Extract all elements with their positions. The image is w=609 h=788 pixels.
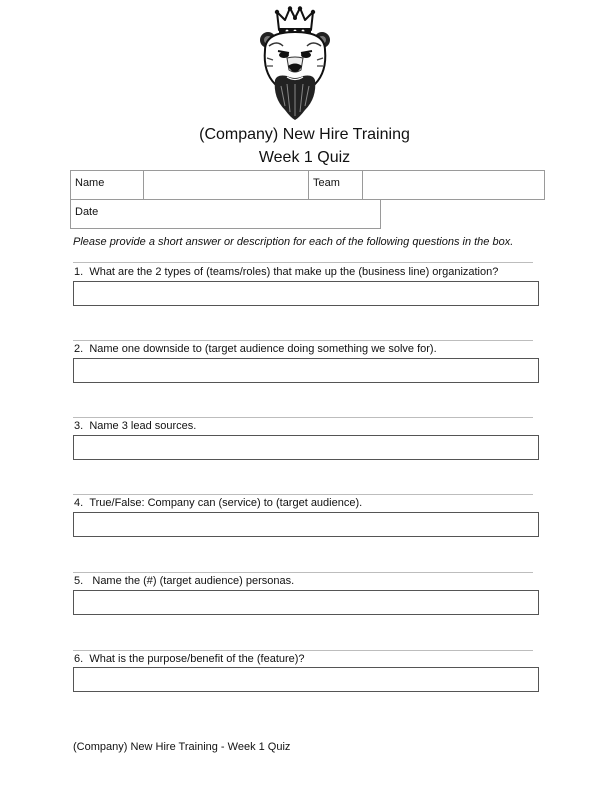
question-4-label bbox=[74, 497, 362, 509]
question-6-answer-box[interactable] bbox=[73, 667, 539, 692]
name-label: Name bbox=[71, 171, 144, 199]
question-divider bbox=[73, 340, 533, 341]
question-2-label bbox=[74, 343, 437, 355]
question-number: 6. bbox=[74, 653, 84, 665]
question-1-label bbox=[74, 266, 498, 278]
question-divider bbox=[73, 494, 533, 495]
question-number: 2. bbox=[74, 343, 84, 355]
question-divider bbox=[73, 262, 533, 263]
question-5-answer-box[interactable] bbox=[73, 590, 539, 615]
team-label: Team bbox=[309, 171, 363, 199]
date-label: Date bbox=[75, 206, 99, 218]
question-3-answer-box[interactable] bbox=[73, 435, 539, 460]
document-title: (Company) New Hire Training bbox=[199, 126, 410, 143]
date-field[interactable] bbox=[144, 200, 380, 228]
question-text: What is the purpose/benefit of the (feature)? bbox=[89, 653, 305, 665]
question-text: Name the (#) (target audience) personas. bbox=[89, 575, 295, 587]
question-4-answer-box[interactable] bbox=[73, 512, 539, 537]
question-number: 1. bbox=[74, 266, 84, 278]
question-text: What are the 2 types of (teams/roles) that make up the (business line) organization? bbox=[89, 266, 499, 278]
question-text: True/False: Company can (service) to (target audience). bbox=[89, 497, 363, 509]
instructions-text: Please provide a short answer or description for each of the following questions in the box. bbox=[73, 236, 514, 248]
question-number: 4. bbox=[74, 497, 84, 509]
document-subtitle: Week 1 Quiz bbox=[258, 149, 351, 166]
question-6-label bbox=[74, 653, 305, 665]
team-field[interactable] bbox=[363, 171, 544, 199]
date-row bbox=[70, 199, 381, 229]
question-divider bbox=[73, 650, 533, 651]
crowned-bear-head-icon bbox=[257, 6, 333, 122]
question-divider bbox=[73, 572, 533, 573]
question-text: Name one downside to (target audience doing something we solve for). bbox=[89, 343, 437, 355]
question-text: Name 3 lead sources. bbox=[89, 420, 197, 432]
question-number: 3. bbox=[74, 420, 84, 432]
name-field[interactable] bbox=[144, 171, 309, 199]
question-1-answer-box[interactable] bbox=[73, 281, 539, 306]
question-5-label bbox=[74, 575, 294, 587]
name-team-row bbox=[70, 170, 545, 200]
question-3-label bbox=[74, 420, 196, 432]
page-footer: (Company) New Hire Training - Week 1 Quiz bbox=[73, 741, 291, 753]
question-divider bbox=[73, 417, 533, 418]
question-2-answer-box[interactable] bbox=[73, 358, 539, 383]
question-number: 5. bbox=[74, 575, 84, 587]
